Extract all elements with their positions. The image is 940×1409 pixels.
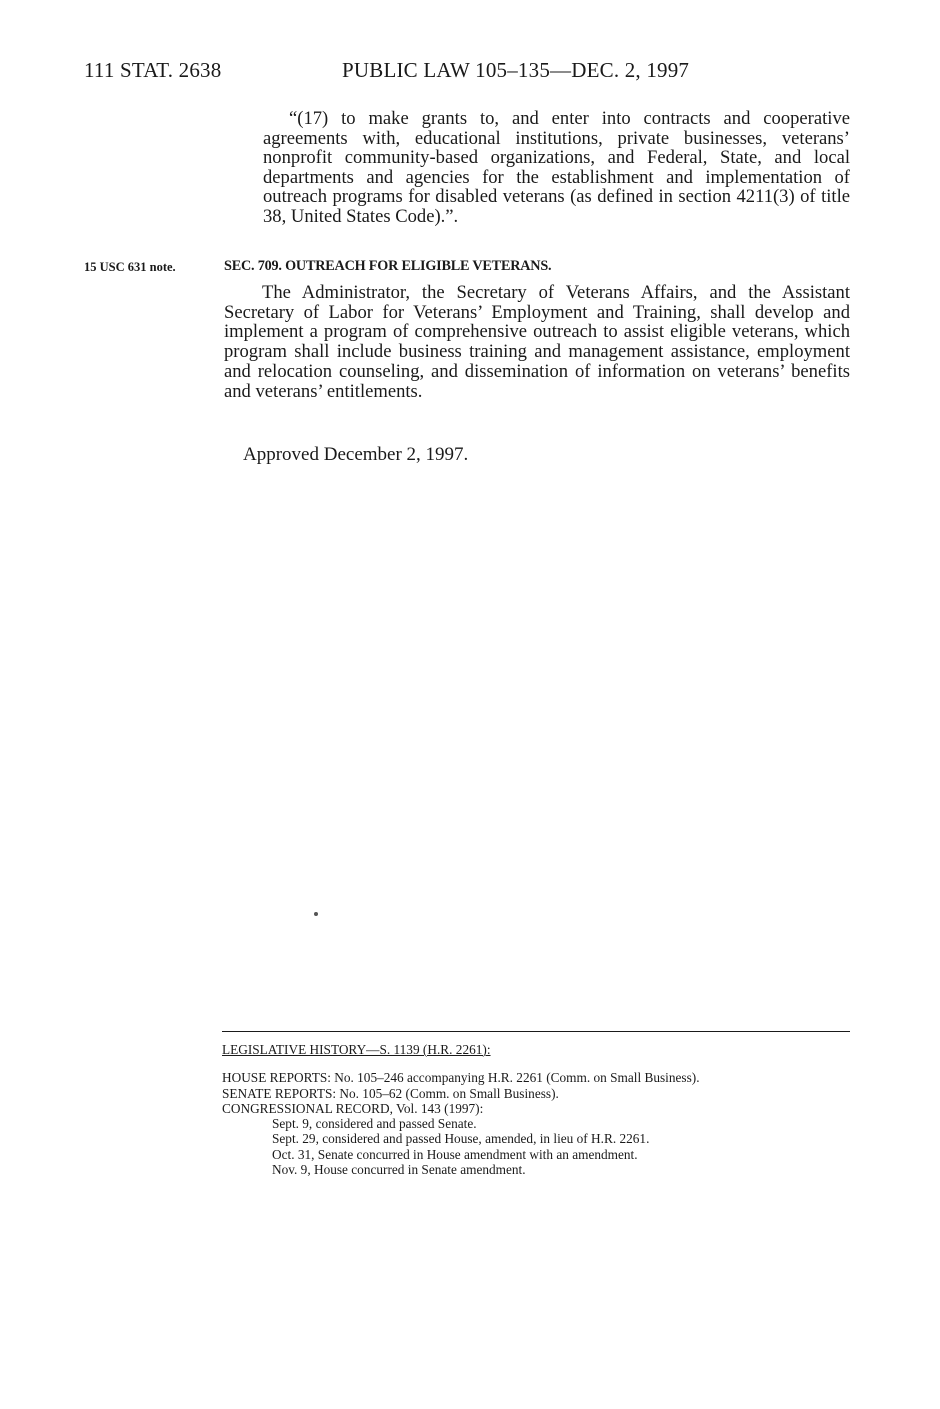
legislative-history-title-line <box>222 1042 850 1057</box>
statute-citation: 111 STAT. 2638 <box>84 58 222 82</box>
print-speck <box>314 912 318 916</box>
quoted-paragraph-17: “(17) to make grants to, and enter into contracts and cooperative agreements with, educational institutions, private businesses, veterans’ nonprofit community-based organizations, and Federal, State, and local departments and agencies for the establishment and implementation of outreach programs for disabled veterans (as defined in section 4211(3) of title 38, United States Code).”. <box>263 108 850 227</box>
record-event: Sept. 9, considered and passed Senate. <box>272 1116 477 1132</box>
record-event: Nov. 9, House concurred in Senate amendment. <box>272 1162 526 1178</box>
public-law-title: PUBLIC LAW 105–135—DEC. 2, 1997 <box>342 58 690 82</box>
legislative-history <box>222 1031 850 1177</box>
legislative-history-title: LEGISLATIVE HISTORY—S. 1139 (H.R. 2261): <box>222 1042 491 1057</box>
house-reports: HOUSE REPORTS: No. 105–246 accompanying H.R. 2261 (Comm. on Small Business). <box>222 1070 700 1086</box>
margin-note: 15 USC 631 note. <box>84 260 176 274</box>
approval-date: Approved December 2, 1997. <box>243 444 469 465</box>
page-header <box>84 58 850 90</box>
section-body: The Administrator, the Secretary of Veterans Affairs, and the Assistant Secretary of Labor for Veterans’ Employment and Training, shall develop and implement a program of comprehensive outreach to assist eligible veterans, which program shall include business training and management assistance, employment and relocation counseling, and dissemination of information on veterans’ benefits and veterans’ entitlements. <box>224 282 850 402</box>
record-event: Oct. 31, Senate concurred in House amendment with an amendment. <box>272 1146 638 1162</box>
record-event: Sept. 29, considered and passed House, amended, in lieu of H.R. 2261. <box>272 1131 650 1147</box>
congressional-record: CONGRESSIONAL RECORD, Vol. 143 (1997): <box>222 1100 484 1116</box>
section-heading: SEC. 709. OUTREACH FOR ELIGIBLE VETERANS. <box>224 258 552 274</box>
senate-reports: SENATE REPORTS: No. 105–62 (Comm. on Small Business). <box>222 1085 559 1101</box>
